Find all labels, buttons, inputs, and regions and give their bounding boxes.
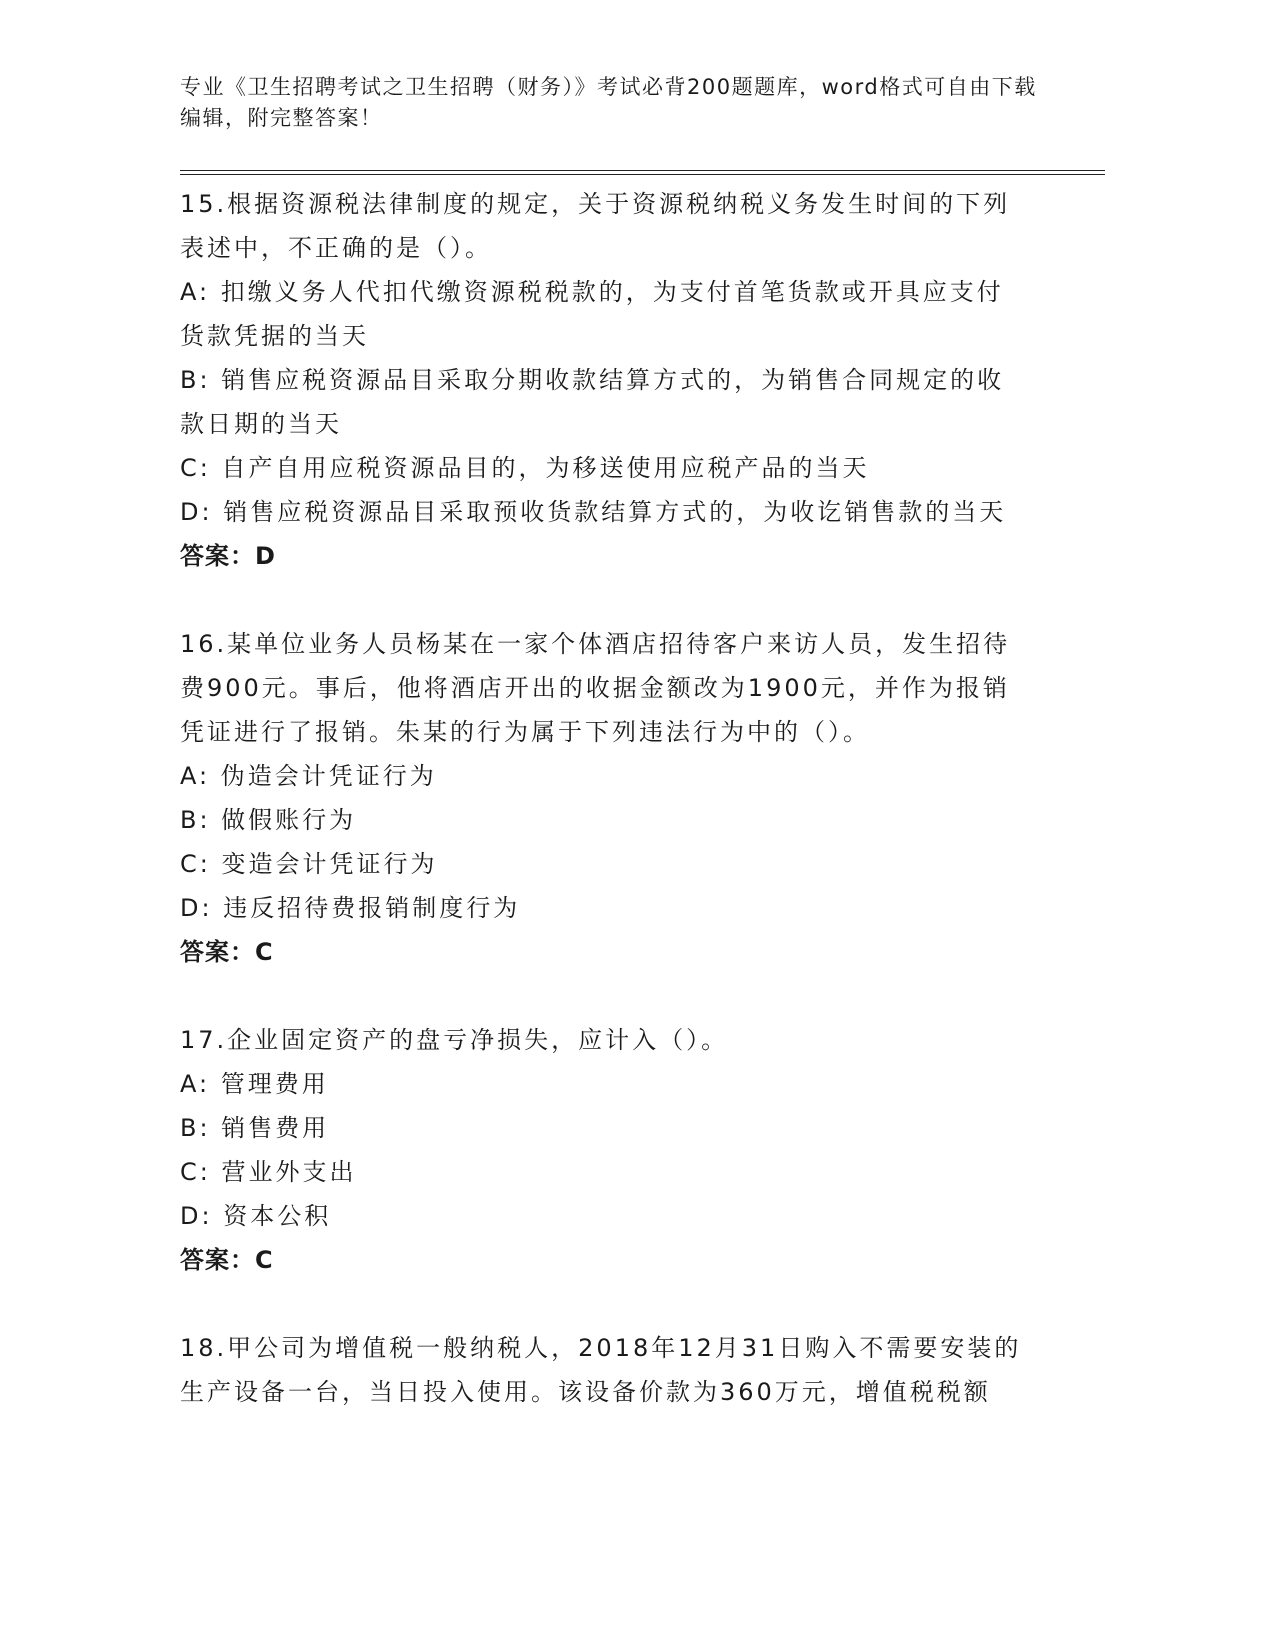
question-stem-line: 表述中，不正确的是（）。 <box>180 234 492 262</box>
question-17 <box>180 1018 1040 1282</box>
option-b-line: B: 销售费用 <box>180 1114 330 1142</box>
answer-line: 答案：D <box>180 542 276 570</box>
option-d-line: D: 销售应税资源品目采取预收货款结算方式的，为收讫销售款的当天 <box>180 498 1007 526</box>
question-stem-line: 16.某单位业务人员杨某在一家个体酒店招待客户来访人员，发生招待 <box>180 630 1011 658</box>
question-stem-line: 生产设备一台，当日投入使用。该设备价款为360万元，增值税税额 <box>180 1378 991 1406</box>
option-d-line: D: 资本公积 <box>180 1202 332 1230</box>
option-a-line: A: 管理费用 <box>180 1070 329 1098</box>
option-c-line: C: 变造会计凭证行为 <box>180 850 438 878</box>
question-stem-line: 凭证进行了报销。朱某的行为属于下列违法行为中的（）。 <box>180 718 870 746</box>
option-c-line: C: 营业外支出 <box>180 1158 357 1186</box>
option-b-line: B: 销售应税资源品目采取分期收款结算方式的，为销售合同规定的收 <box>180 366 1005 394</box>
header-rule-top <box>180 170 1105 171</box>
question-18 <box>180 1326 1040 1414</box>
option-c-line: C: 自产自用应税资源品目的，为移送使用应税产品的当天 <box>180 454 870 482</box>
question-16 <box>180 622 1040 974</box>
document-header: 专业《卫生招聘考试之卫生招聘（财务）》考试必背200题题库，word格式可自由下载编辑，附完整答案！ <box>180 75 1037 130</box>
answer-line: 答案：C <box>180 1246 274 1274</box>
question-stem-line: 18.甲公司为增值税一般纳税人，2018年12月31日购入不需要安装的 <box>180 1334 1022 1362</box>
option-a-line: 货款凭据的当天 <box>180 322 369 350</box>
header-rule-bottom <box>180 174 1105 175</box>
question-stem-line: 费900元。事后，他将酒店开出的收据金额改为1900元，并作为报销 <box>180 674 1010 702</box>
question-list <box>180 182 1040 1414</box>
answer-line: 答案：C <box>180 938 274 966</box>
option-b-line: 款日期的当天 <box>180 410 342 438</box>
question-stem-line: 17.企业固定资产的盘亏净损失，应计入（）。 <box>180 1026 729 1054</box>
option-b-line: B: 做假账行为 <box>180 806 357 834</box>
option-a-line: A: 扣缴义务人代扣代缴资源税税款的，为支付首笔货款或开具应支付 <box>180 278 1004 306</box>
option-a-line: A: 伪造会计凭证行为 <box>180 762 437 790</box>
question-15 <box>180 182 1040 578</box>
question-stem-line: 15.根据资源税法律制度的规定，关于资源税纳税义务发生时间的下列 <box>180 190 1011 218</box>
option-d-line: D: 违反招待费报销制度行为 <box>180 894 521 922</box>
